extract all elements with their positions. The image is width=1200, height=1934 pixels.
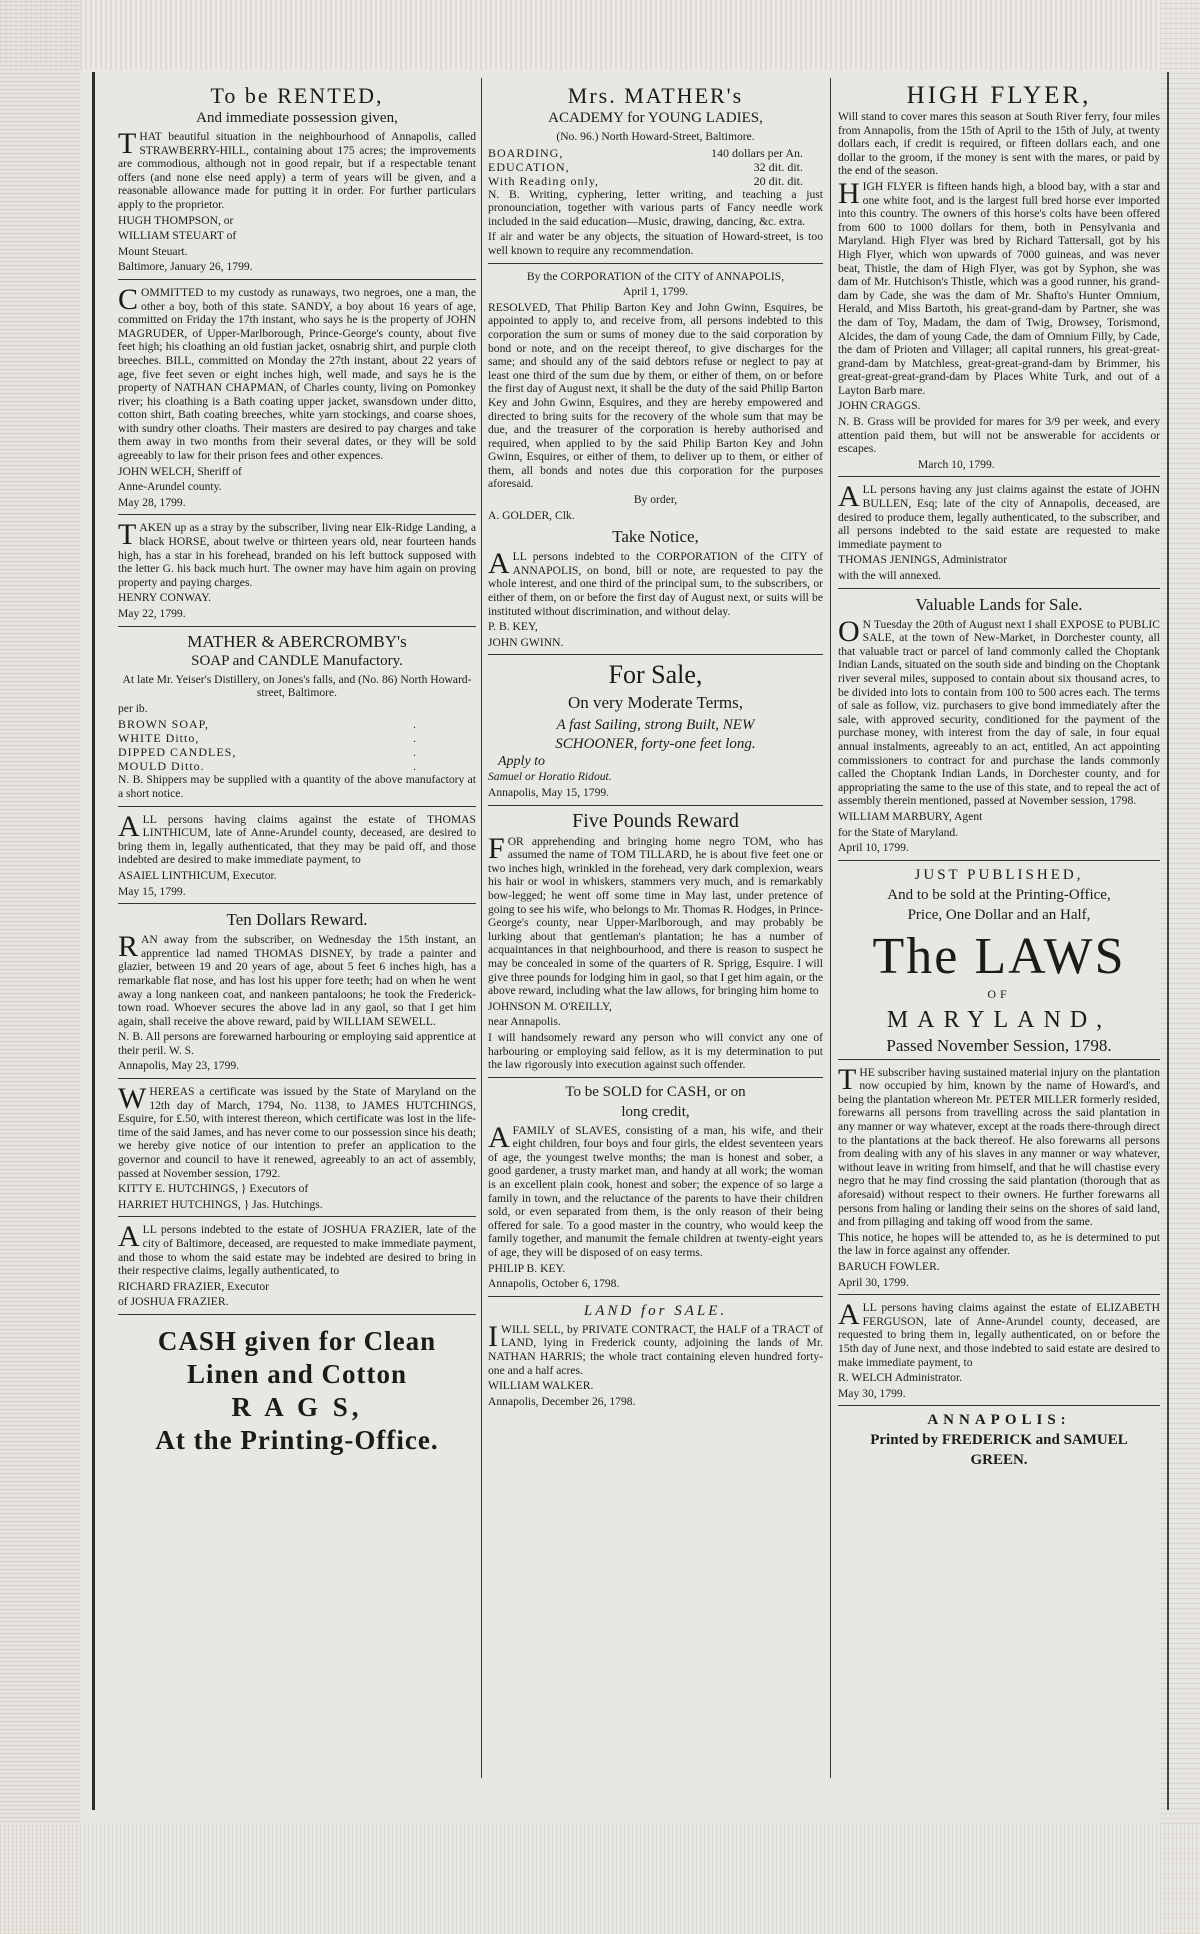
fee-row: EDUCATION, 32 dit. dit.: [488, 159, 803, 174]
imprint-line: ANNAPOLIS:: [927, 1412, 1071, 1429]
rags-line: R A G S,: [231, 1391, 363, 1422]
ad-subtitle: SOAP and CANDLE Manufactory.: [191, 652, 403, 669]
divider: [118, 279, 476, 280]
divider: [488, 263, 823, 264]
ad-signature: THOMAS JENINGS, Administrator: [838, 553, 1008, 567]
ad-date: April 30, 1799.: [838, 1275, 909, 1289]
ad-body: RAN away from the subscriber, on Wednesday the 15th instant, an apprentice lad named THOMAS DISNEY, by trade a painter and glazier, between 19 and 20 years of age, about 5 feet 6 inches high, has a remarkable flat nose, and has lost his upper fore teeth; had on when he went away a long nankeen coat, and nankeen pantaloons; he took the Frederick-town road. Whoever secures the above lad in any gaol, so that I get him again, shall receive the above reward, paid by WILLIAM SEWELL.: [118, 930, 476, 1028]
goods-row: BROWN SOAP, .: [118, 717, 416, 732]
ad-body: AFAMILY of SLAVES, consisting of a man, his wife, and their eight children, four boys and four girls, the eldest seventeen years of age, the youngest twelve months; the man is honest and sober, a good gardener, a trusty market man, and handy at all work; the woman is an excellent plain cook, honest and sober; the expence of so large a family in town, and the reluctance of the parents to have their children sold, or even separated from them, is the only reason of their being offered for sale. To a good master in the country, who would keep the family together, and manumit the female children at twenty-eight years of age, they will be disposed of on easy terms.: [488, 1120, 823, 1260]
ad-title: To be SOLD for CASH, or on: [565, 1083, 746, 1100]
cash-for-rags-ad: [118, 1325, 476, 1457]
price-unit: per ib.: [118, 701, 148, 715]
ad-body: ALL persons having claims against the estate of ELIZABETH FERGUSON, late of Anne-Arundel county, deceased, are requested to bring them in, legally authenticated, on or before the 15th day of June next, and those indebted to said estate are desired to make immediate payment, to: [838, 1298, 1160, 1369]
divider: [118, 626, 476, 627]
ad-body: RESOLVED, That Philip Barton Key and John Gwinn, Esquires, be appointed to apply to, and receive from, all persons indebted to this corporation the sum or sums of money due to the said corporation by bond or note, and on the receipt thereof, to give discharges for the same; and should any of the said debtors refuse or neglect to pay at least one third of the sum due by them, or either of them, on or before the first day of August next, it shall be the duty of the said Philip Barton Key and John Gwinn, Esquires, and they are hereby empowered and directed to bring suits for the recovery of the whole sum that may be due, and the treasurer of the corporation is hereby authorised and required, when applied to by the said Philip Barton Key and John Gwinn, Esquires, or either of them, to deliver up to them, or either of them, all bonds and notes due this corporation for the purposes aforesaid.: [488, 300, 823, 491]
goods-row: DIPPED CANDLES, .: [118, 745, 416, 760]
ad-date: April 10, 1799.: [838, 841, 909, 855]
divider: [118, 1078, 476, 1079]
committed-notice: [118, 282, 476, 510]
ad-signature: JOHNSON M. O'REILLY,: [488, 999, 612, 1013]
divider: [488, 1077, 823, 1078]
ad-signature: for the State of Maryland.: [838, 825, 959, 839]
goods-row: MOULD Ditto. .: [118, 759, 416, 774]
divider: [118, 1216, 476, 1217]
ferguson-notice: [838, 1298, 1160, 1400]
ad-title: Take Notice,: [612, 527, 699, 547]
ad-signature: HENRY CONWAY.: [118, 591, 211, 605]
strawberry-hill-ad: [118, 84, 476, 274]
divider: [118, 903, 476, 904]
ad-body: THE subscriber having sustained material injury on the plantation now occupied by him, known by the name of Howard's, and being the plantation whereon Mr. PETER MILLER formerly resided, forewarns all persons from travelling across the said plantation in any manner or way whatever, except at the roads there-through direct to the plantations at the back thereof. He also forewarns all persons from dealing with any of his slaves in any manner or way whatever, without leave in writing from himself, and that he will chastise every negro that he may find crossing the said plantation (thorough that as aforesaid) without respect to their owners. He further forewarns all persons from haling or landing their seins on the shores of said land, and from pillaging and taking off wood from the same.: [838, 1062, 1160, 1229]
ad-note: N. B. Shippers may be supplied with a quantity of the above manufactory at a short notice.: [118, 773, 476, 800]
ad-line: And to be sold at the Printing-Office,: [887, 886, 1111, 903]
divider: [838, 860, 1160, 861]
ad-body: ALL persons indebted to the CORPORATION of the CITY of ANNAPOLIS, on bond, bill or note, are requested to pay the whole interest, and one third of the principal sum, to the subscribers, or either of them, on or before the first day of August next, or suits will be instituted without discrimination, and without delay.: [488, 547, 823, 618]
hutchings-notice: [118, 1082, 476, 1211]
ad-signature: PHILIP B. KEY.: [488, 1261, 566, 1275]
divider: [118, 1314, 476, 1315]
high-flyer-ad: [838, 84, 1160, 471]
ad-signature: WILLIAM WALKER.: [488, 1379, 594, 1393]
column-middle: [488, 84, 823, 1804]
valuable-lands-ad: [838, 595, 1160, 855]
ad-title: To be RENTED,: [210, 84, 384, 108]
ad-date: May 28, 1799.: [118, 495, 186, 509]
ad-note: I will handsomely reward any person who will convict any one of harbouring or employing said fellow, as it is my determination to put the law rigorously into execution against such offender.: [488, 1030, 823, 1072]
ad-body: COMMITTED to my custody as runaways, two negroes, one a man, the other a boy, both of this state. SANDY, a boy about 16 years of age, committed on Friday the 17th instant, who says he is the property of JOHN MAGRUDER, of Upper-Marlborough, Prince-George's county, about five feet high; his cloathing an old fustian jacket, osnabrig shirt, and purple cloth breeches. BILL, committed on Monday the 27th instant, about 22 years of age, five feet seven or eight inches high, well made, and says he is the property of NATHAN CHAPMAN, of Charles county, living on Pomonkey river; his cloathing is a Bath coating upper jacket, swansdown under ditto, cotton shirt, Bath coating breeches, white yarn stockings, and coarse shoes, with sundry other cloaths. Their masters are desired to pay charges and take them away in two months from their several dates, or they will be sold agreeably to law for their prison fees and other expences.: [118, 282, 476, 463]
ad-signature: HARRIET HUTCHINGS, } Jas. Hutchings.: [118, 1197, 323, 1211]
ad-signature: with the will annexed.: [838, 569, 942, 582]
ad-line: Passed November Session, 1798.: [886, 1035, 1112, 1055]
bullen-notice: [838, 480, 1160, 582]
ad-address: (No. 96.) North Howard-Street, Baltimore.: [556, 130, 755, 143]
divider: [118, 514, 476, 515]
linthicum-notice: [118, 809, 476, 899]
ad-date: March 10, 1799.: [918, 457, 995, 471]
frazier-notice: [118, 1220, 476, 1309]
ad-signature: BARUCH FOWLER.: [838, 1260, 940, 1273]
ad-date: May 30, 1799.: [838, 1386, 906, 1400]
ad-signature: WILLIAM MARBURY, Agent: [838, 809, 983, 823]
scan-edge-left: [0, 0, 80, 1934]
column-right: [838, 84, 1160, 1804]
ad-signature: RICHARD FRAZIER, Executor: [118, 1279, 270, 1293]
ad-subtitle: And immediate possession given,: [196, 110, 398, 126]
ad-signature: KITTY E. HUTCHINGS, } Executors of: [118, 1182, 309, 1196]
ad-signature: WILLIAM STEUART of: [118, 229, 237, 243]
ad-body: IWILL SELL, by PRIVATE CONTRACT, the HALF of a TRACT of LAND, lying in Frederick county, adjoining the lands of Mr. NATHAN HARRIS; the whole tract containing eleven hundred forty-one and a half acres.: [488, 1319, 823, 1377]
fee-row: BOARDING, 140 dollars per An.: [488, 145, 803, 160]
ad-date: Annapolis, May 23, 1799.: [118, 1059, 240, 1073]
ad-signature: ASAIEL LINTHICUM, Executor.: [118, 868, 277, 882]
divider: [838, 588, 1160, 589]
ad-title: Five Pounds Reward: [572, 809, 739, 832]
ad-body: N. B. Writing, cyphering, letter writing, and teaching a just pronounciation, together with various parts of Fancy needle work included in the said education—Music, drawing, dancing, &c. extra.: [488, 187, 823, 228]
divider: [838, 1405, 1160, 1406]
ad-title: Valuable Lands for Sale.: [915, 594, 1083, 614]
ad-signature: A. GOLDER, Clk.: [488, 508, 575, 522]
ad-signature: HUGH THOMPSON, or: [118, 213, 234, 227]
ad-line: Price, One Dollar and an Half,: [907, 906, 1091, 923]
ad-subtitle: long credit,: [621, 1103, 690, 1120]
ad-byline: By order,: [633, 493, 678, 507]
ad-line: JUST PUBLISHED,: [914, 866, 1084, 883]
divider: [488, 1296, 823, 1297]
column-rule: [830, 78, 831, 1778]
ad-body: FOR apprehending and bringing home negro TOM, who has assumed the name of TOM TILLARD, he is about five feet one or two inches high, wrinkled in the forehead, very dark complexion, wears his hair or wool in whiskers, stammers very much, and is remarkably bow-legged; he went off some time in May last, under pretence of going to see his wife, who belongs to Mr. Thomas R. Hodges, in Prince-George's county, near Upper-Marlborough, and may probably be lurking about that gentleman's plantation; he has a number of acquaintances in that neighbourhood, and there is reason to suspect he may be concealed in some of the quarters of R. Sprigg, Esquire. I will give three pounds for lodging him in gaol, so that I get him again, or the above reward, including what the law allows, for bringing him home to: [488, 831, 823, 998]
ad-signature: JOHN CRAGGS.: [838, 399, 921, 413]
ad-title: The LAWS: [872, 927, 1126, 985]
ad-signature: of JOSHUA FRAZIER.: [118, 1295, 229, 1309]
ad-body: At late Mr. Yeiser's Distillery, on Jones's falls, and (No. 86) North Howard-street, Baltimore.: [122, 672, 472, 700]
ten-dollars-reward: [118, 910, 476, 1073]
ad-title: Mrs. MATHER's: [567, 84, 744, 108]
divider: [838, 476, 1160, 477]
ad-line: Apply to: [498, 754, 546, 770]
divider: [838, 1294, 1160, 1295]
ad-title: Ten Dollars Reward.: [226, 910, 368, 930]
ad-line: OF: [987, 986, 1011, 1001]
ad-note: N. B. Grass will be provided for mares for 3/9 per week, and every attention paid them, but will not be answerable for accidents or escapes.: [838, 415, 1160, 456]
laws-of-maryland-ad: [838, 867, 1160, 1054]
ad-subtitle: ACADEMY for YOUNG LADIES,: [548, 110, 763, 126]
land-sale-ad: [488, 1303, 823, 1409]
ad-date: May 22, 1799.: [118, 607, 186, 620]
divider: [488, 805, 823, 806]
ad-body: THAT beautiful situation in the neighbourhood of Annapolis, called STRAWBERRY-HILL, containing about 175 acres; the improvements are commodious, although not in good repair, but if a respectable tenant offers (and none else need apply) a term of years will be given, and a reasonable allowance made for putting it in order. For further particulars apply to the proprietor.: [118, 127, 476, 211]
rags-line: CASH given for Clean: [157, 1325, 437, 1356]
ad-signature: R. WELCH Administrator.: [838, 1371, 963, 1385]
ad-date: April 1, 1799.: [622, 285, 689, 299]
scan-edge-top: [0, 0, 1200, 70]
ad-signature: Anne-Arundel county.: [118, 480, 222, 494]
printer-imprint: [838, 1412, 1160, 1469]
ad-date: Baltimore, January 26, 1799.: [118, 260, 253, 274]
ad-signature: near Annapolis.: [488, 1015, 561, 1029]
five-pounds-reward: [488, 809, 823, 1072]
soap-candle-ad: [118, 633, 476, 801]
ad-body: If air and water be any objects, the situation of Howard-street, is too well known to require any recommendation.: [488, 230, 823, 257]
ad-date: May 15, 1799.: [118, 884, 186, 898]
slaves-sale-ad: [488, 1084, 823, 1291]
divider: [488, 654, 823, 655]
divider: [118, 806, 476, 807]
ad-body: TAKEN up as a stray by the subscriber, living near Elk-Ridge Landing, a black HORSE, about twelve or thirteen years old, near fourteen hands high, has a star in his forehead, branded on his left buttock supposed with the letter G. his back much hurt. The owner may have him again on proving property and paying charges.: [118, 518, 476, 589]
ad-date: Annapolis, December 26, 1798.: [488, 1394, 636, 1408]
fee-row: With Reading only, 20 dit. dit.: [488, 173, 803, 188]
ad-body: ON Tuesday the 20th of August next I shall EXPOSE to PUBLIC SALE, at the town of New-Market, in Dorchester county, all that valuable tract or parcel of land commonly called the Choptank Indian Lands, situated on the south side and binding on the Choptank river several miles, supposed to contain about six thousand acres, to be divided into lots to contain from 100 to 500 acres each. The terms of sale as follow, viz. purchasers to give bond immediately after the sale, with approved security, conditioned for the payment of the purchase money, with interest from the day of sale, in four equal annual instalments, agreeably to an act, entitled, An act appointing commissioners to contract for and purchase the lands commonly called the Choptank Indian Lands, in Dorchester county, and for appropriating the same to the use of this state, and to repeal the act of assembly therein mentioned, passed at November session, 1798.: [838, 614, 1160, 808]
ad-line: A fast Sailing, strong Built, NEW: [556, 717, 755, 734]
ad-subtitle: On very Moderate Terms,: [567, 693, 744, 713]
ad-title: MATHER & ABERCROMBY's: [187, 631, 407, 651]
scan-edge-bottom: [0, 1824, 1200, 1934]
imprint-line: Printed by FREDERICK and SAMUEL: [870, 1432, 1128, 1449]
imprint-line: GREEN.: [970, 1452, 1028, 1469]
stray-horse-notice: [118, 518, 476, 620]
goods-row: WHITE Ditto, .: [118, 731, 416, 746]
ad-line: MARYLAND,: [886, 1006, 1112, 1033]
ad-title: HIGH FLYER,: [906, 84, 1092, 109]
ad-signature: JOHN WELCH, Sheriff of: [118, 464, 242, 478]
ad-body: ALL persons indebted to the estate of JOSHUA FRAZIER, late of the city of Baltimore, deceased, are requested to make immediate payment, and those to whom the said estate may be indebted are desired to bring in their respective claims, legally authenticated, to: [118, 1220, 476, 1278]
schooner-sale-ad: [488, 661, 823, 799]
corporation-resolution: [488, 270, 823, 523]
ad-heading: By the CORPORATION of the CITY of ANNAPOLIS,: [526, 269, 785, 283]
ad-body: WHEREAS a certificate was issued by the State of Maryland on the 12th day of March, 1794, No. 1138, to JAMES HUTCHINGS, Esquire, for £.50, with interest thereon, which certificate was lost in the life-time of the said James, and has never come to our possession since his death; we hereby give notice of our intention to prefer an application to the governor and council to have it renewed, agreeably to an act of assembly, passed at November session, 1792.: [118, 1082, 476, 1180]
ad-date: Annapolis, May 15, 1799.: [488, 786, 610, 799]
ad-note: This notice, he hopes will be attended to, as he is determined to put the law in force against any offender.: [838, 1230, 1160, 1258]
ad-signature: Mount Steuart.: [118, 244, 188, 258]
academy-ad: [488, 84, 823, 258]
ad-note: N. B. All persons are forewarned harbouring or employing said apprentice at their peril. W. S.: [118, 1030, 476, 1057]
ad-body: Will stand to cover mares this season at South River ferry, four miles from Annapolis, from the 15th of April to the 15th of July, at twenty dollars each, if credit is required, or fifteen dollars each, and one dollar to the groom, if the money is sent with the mares, or paid by the end of the season.: [838, 110, 1160, 178]
ad-body: HIGH FLYER is fifteen hands high, a blood bay, with a star and one white foot, and is the largest full bred horse ever imported into this country. The owners of this horse's colts have been offered from 600 to 1000 dollars for them, both in Pensylvania and Maryland. High Flyer was bred by Richard Tattersall, got by his High Flyer, which won upwards of 7000 guineas, and was never beat, Thistle, the dam of High Flyer, was got by Syphon, she was dam of Mr. Hutchison's Thistle, which was a good runner, his grand-dam by Cade, she was the dam of Mr. Shafto's Hunter Omnium, Herald, and Miss Bartoth, his great-grand-dam by Partner, she was the dam of Toy, Madam, the dam of Twig, Drowsey, Torismond, Alcides, the dam of young Cade, the dam of Omnium Filly, by Cade, the dam of Prioten and Villager; all capital runners, his great-great-grand-dam by Matchless, great-great-grand-dam by Brimmer, his great-great-great-grand-dam by Places White Turk, and out of a Layton Barb mare.: [838, 176, 1160, 397]
ad-body: ALL persons having any just claims against the estate of JOHN BULLEN, Esq; late of the city of Annapolis, deceased, are desired to produce them, legally authenticated, to the subscriber, and all persons indebted to the said estate are requested to make immediate payment to: [838, 480, 1160, 551]
rags-line: At the Printing-Office.: [155, 1424, 439, 1455]
column-rule: [481, 78, 482, 1778]
ad-date: Annapolis, October 6, 1798.: [488, 1277, 620, 1291]
rags-line: Linen and Cotton: [186, 1358, 408, 1389]
take-notice-ad: [488, 527, 823, 649]
divider: [838, 1059, 1160, 1060]
ad-line: SCHOONER, forty-one feet long.: [555, 736, 756, 753]
ad-signature: Samuel or Horatio Ridout.: [488, 770, 612, 784]
column-left: [118, 84, 476, 1804]
ad-title: LAND for SALE.: [583, 1302, 728, 1319]
ad-title: For Sale,: [608, 660, 703, 690]
ad-signature: P. B. KEY,: [488, 620, 538, 634]
ad-body: ALL persons having claims against the estate of THOMAS LINTHICUM, late of Anne-Arundel county, deceased, are desired to bring them in, legally authenticated, that they may be paid off, and those indebted are desired to make immediate payment, to: [118, 809, 476, 867]
ad-signature: JOHN GWINN.: [488, 635, 564, 649]
fowler-notice: [838, 1062, 1160, 1290]
